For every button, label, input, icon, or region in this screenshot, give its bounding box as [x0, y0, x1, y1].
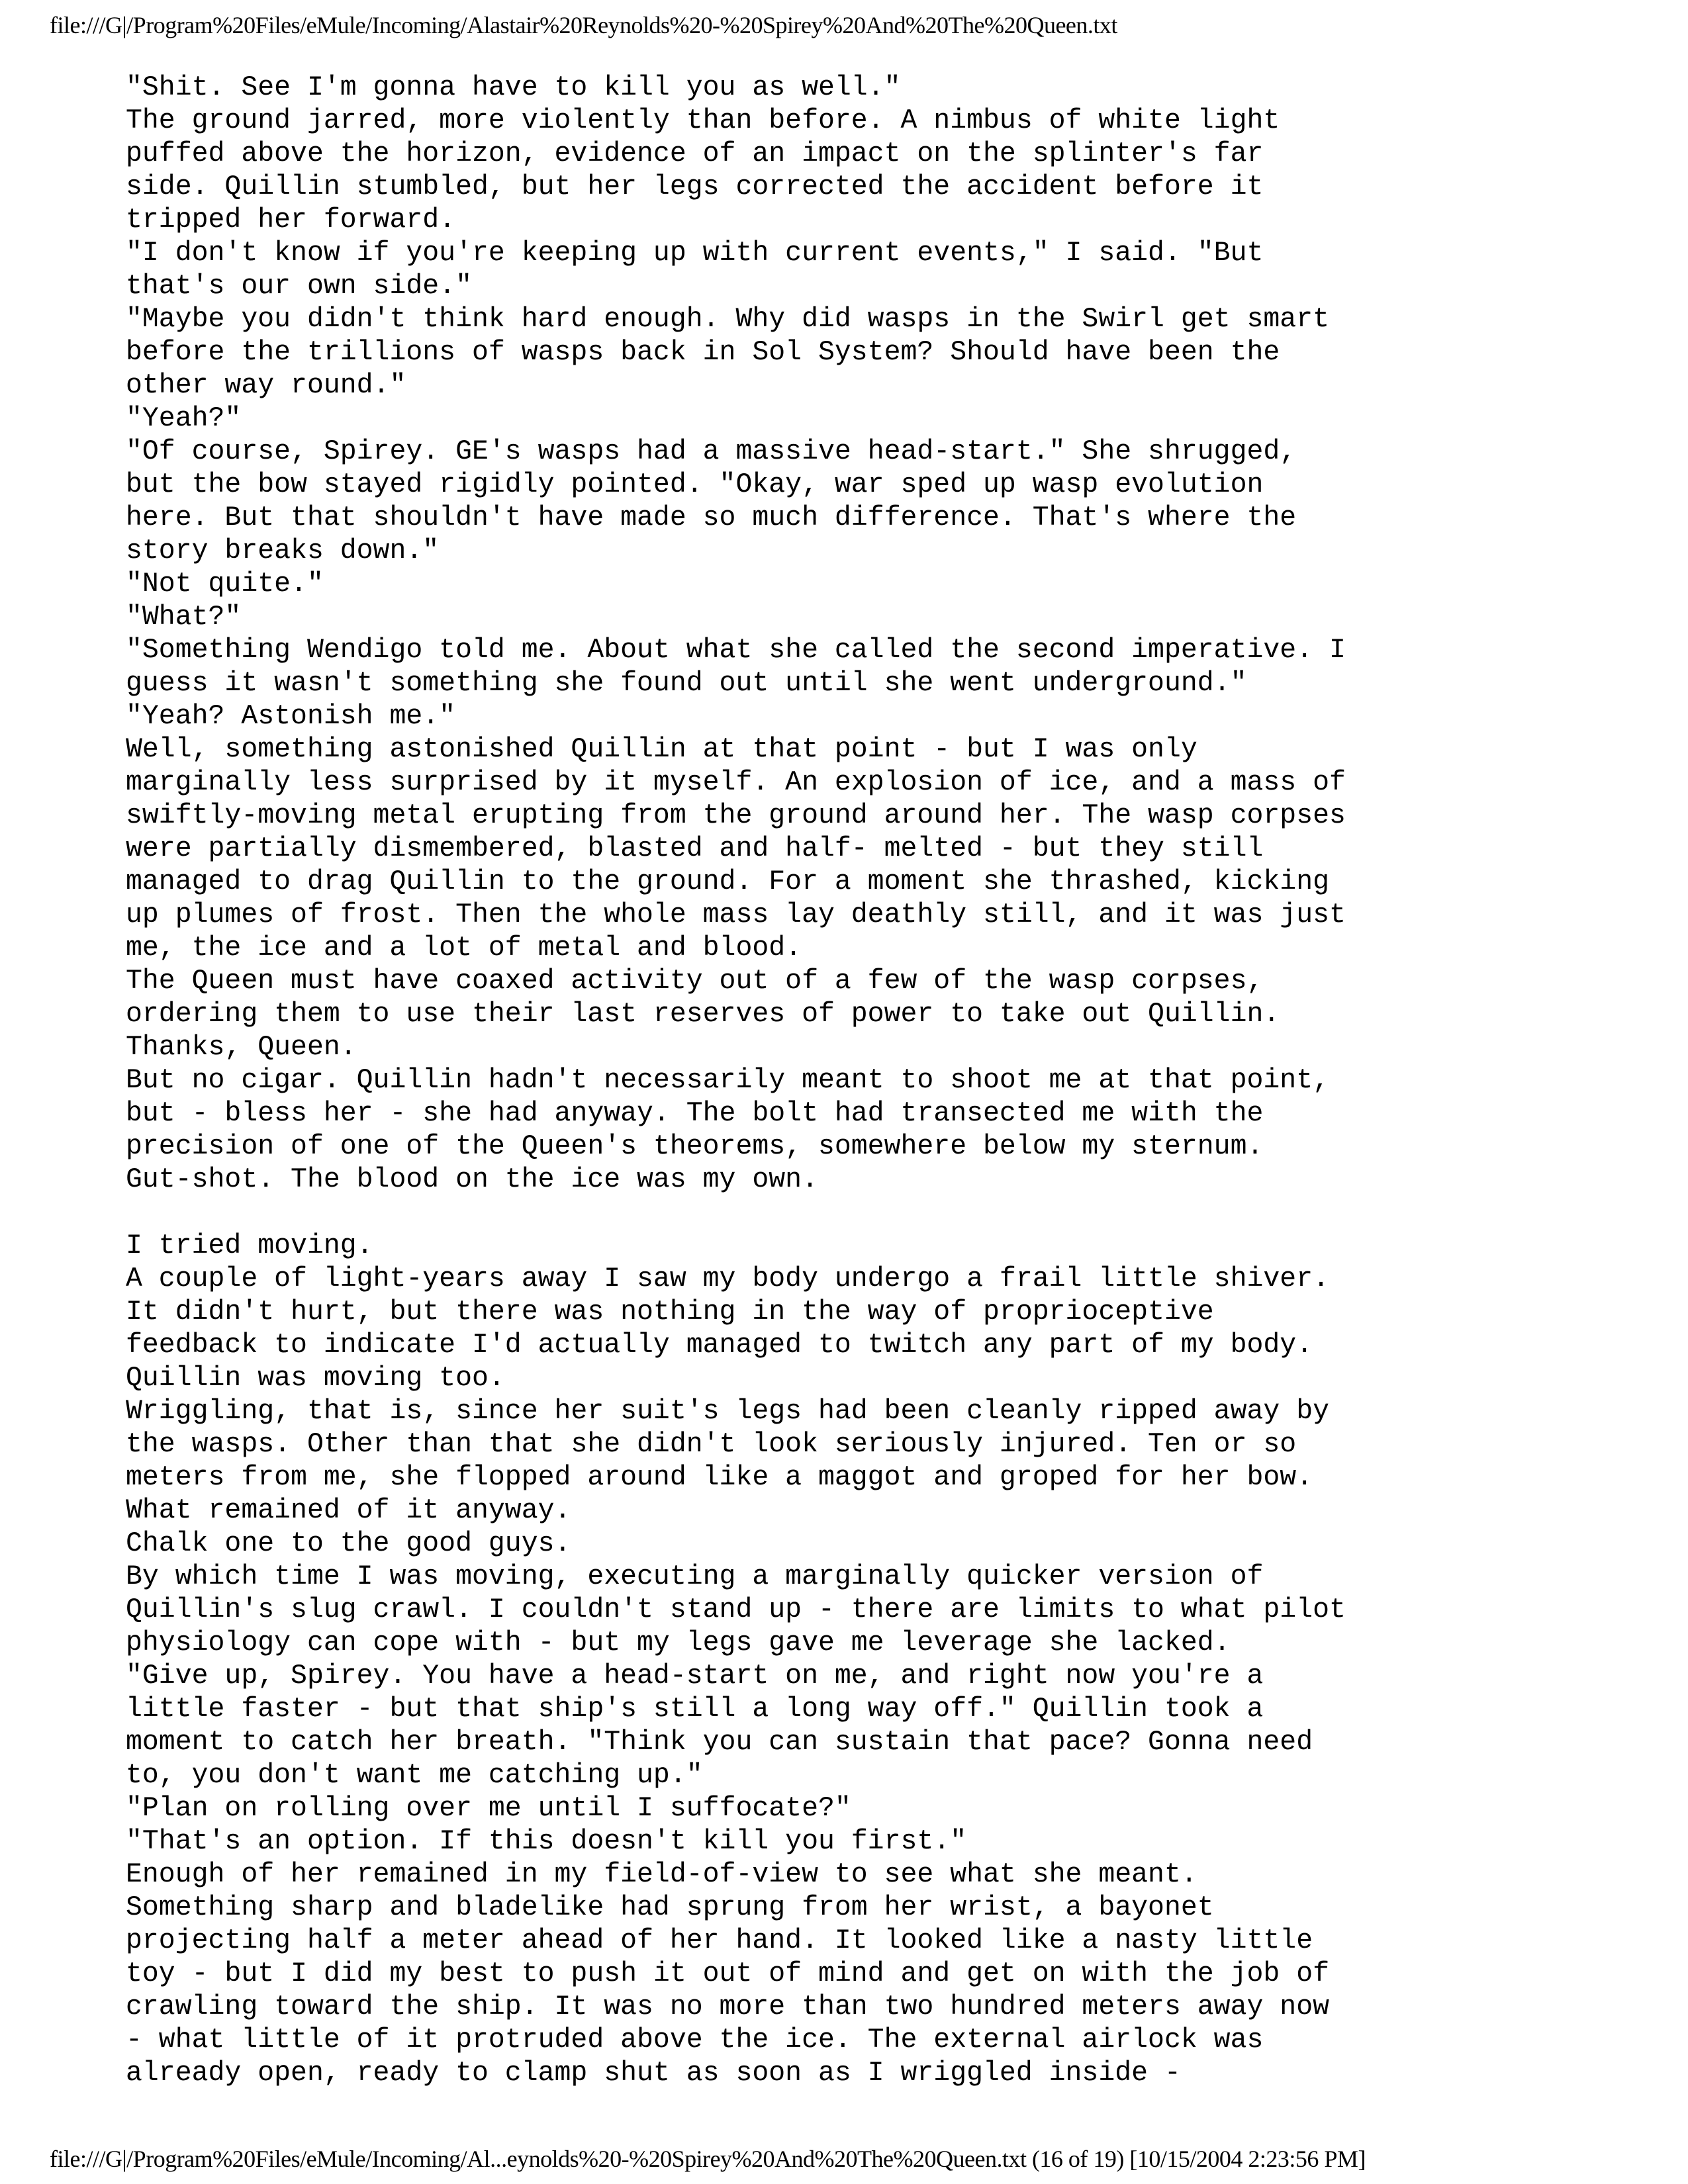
text-line: story breaks down." — [126, 535, 440, 567]
text-line: me, the ice and a lot of metal and blood. — [126, 933, 802, 964]
text-line: Quillin's slug crawl. I couldn't stand up - there are limits to what pilot — [126, 1594, 1346, 1625]
text-line: but - bless her - she had anyway. The bolt had transected me with the — [126, 1098, 1264, 1129]
text-line: precision of one of the Queen's theorems, somewhere below my sternum. — [126, 1131, 1264, 1162]
text-line: meters from me, she flopped around like a maggot and groped for her bow. — [126, 1462, 1313, 1493]
text-line: swiftly-moving metal erupting from the ground around her. The wasp corpses — [126, 800, 1346, 831]
text-line: tripped her forward. — [126, 205, 456, 236]
text-line: "Of course, Spirey. GE's wasps had a massive head-start." She shrugged, — [126, 436, 1297, 467]
text-line: ordering them to use their last reserves of power to take out Quillin. — [126, 999, 1280, 1030]
text-line: little faster - but that ship's still a long way off." Quillin took a — [126, 1694, 1264, 1725]
text-line: "Shit. See I'm gonna have to kill you as well." — [126, 72, 901, 103]
page-header-url: file:///G|/Program%20Files/eMule/Incoming/Alastair%20Reynolds%20-%20Spirey%20And%20The%20Queen.txt — [50, 12, 1117, 38]
text-line: Something sharp and bladelike had sprung from her wrist, a bayonet — [126, 1892, 1214, 1923]
text-line: already open, ready to clamp shut as soon as I wriggled inside - — [126, 2058, 1181, 2089]
text-line: A couple of light-years away I saw my body undergo a frail little shiver. — [126, 1263, 1329, 1295]
text-line: up plumes of frost. Then the whole mass lay deathly still, and it was just — [126, 899, 1346, 931]
text-line: managed to drag Quillin to the ground. For a moment she thrashed, kicking — [126, 866, 1329, 897]
text-line: Well, something astonished Quillin at that point - but I was only — [126, 734, 1197, 765]
text-line: other way round." — [126, 370, 406, 401]
text-line: that's our own side." — [126, 271, 472, 302]
text-line: "Yeah?" — [126, 403, 242, 434]
text-line: before the trillions of wasps back in Sol System? Should have been the — [126, 337, 1280, 368]
text-line: were partially dismembered, blasted and half- melted - but they still — [126, 833, 1264, 864]
text-line: - what little of it protruded above the ice. The external airlock was — [126, 2025, 1264, 2056]
text-line: guess it wasn't something she found out until she went underground." — [126, 668, 1247, 699]
text-line: By which time I was moving, executing a marginally quicker version of — [126, 1561, 1264, 1592]
text-line: here. But that shouldn't have made so much difference. That's where the — [126, 502, 1297, 533]
text-line: "Maybe you didn't think hard enough. Why did wasps in the Swirl get smart — [126, 304, 1329, 335]
text-line: "Yeah? Astonish me." — [126, 701, 456, 732]
text-line: It didn't hurt, but there was nothing in the way of proprioceptive — [126, 1297, 1214, 1328]
text-line: Wriggling, that is, since her suit's legs had been cleanly ripped away by — [126, 1396, 1329, 1427]
text-line: "What?" — [126, 602, 242, 633]
text-line: The Queen must have coaxed activity out of a few of the wasp corpses, — [126, 966, 1264, 997]
text-line: toy - but I did my best to push it out of mind and get on with the job of — [126, 1958, 1329, 1989]
text-line: Enough of her remained in my field-of-view to see what she meant. — [126, 1859, 1197, 1890]
text-line: "Plan on rolling over me until I suffocate?" — [126, 1793, 851, 1824]
text-line: "Give up, Spirey. You have a head-start on me, and right now you're a — [126, 1661, 1264, 1692]
text-line: projecting half a meter ahead of her hand. It looked like a nasty little — [126, 1925, 1313, 1956]
document-body — [126, 71, 1648, 2090]
text-line: But no cigar. Quillin hadn't necessarily meant to shoot me at that point, — [126, 1065, 1329, 1096]
text-line — [126, 1197, 1648, 1230]
page-footer-url: file:///G|/Program%20Files/eMule/Incoming/Al...eynolds%20-%20Spirey%20And%20The%20Queen.txt (16 of 19) [10/15/2004 2:23:56 PM] — [50, 2146, 1366, 2172]
text-line: "Something Wendigo told me. About what she called the second imperative. I — [126, 635, 1346, 666]
text-line: "I don't know if you're keeping up with current events," I said. "But — [126, 238, 1264, 269]
text-line: "Not quite." — [126, 569, 324, 600]
text-line: Quillin was moving too. — [126, 1363, 505, 1394]
text-line: crawling toward the ship. It was no more than two hundred meters away now — [126, 1991, 1329, 2023]
text-line: physiology can cope with - but my legs gave me leverage she lacked. — [126, 1627, 1231, 1659]
text-line: the wasps. Other than that she didn't look seriously injured. Ten or so — [126, 1429, 1297, 1460]
text-line: "That's an option. If this doesn't kill you first." — [126, 1826, 967, 1857]
text-line: moment to catch her breath. "Think you can sustain that pace? Gonna need — [126, 1727, 1313, 1758]
text-line: What remained of it anyway. — [126, 1495, 571, 1526]
text-line: feedback to indicate I'd actually managed to twitch any part of my body. — [126, 1330, 1313, 1361]
text-line: The ground jarred, more violently than before. A nimbus of white light — [126, 105, 1280, 136]
text-line: Thanks, Queen. — [126, 1032, 357, 1063]
text-line: but the bow stayed rigidly pointed. "Okay, war sped up wasp evolution — [126, 469, 1264, 500]
text-line: side. Quillin stumbled, but her legs corrected the accident before it — [126, 171, 1264, 203]
text-line: Gut-shot. The blood on the ice was my own. — [126, 1164, 818, 1195]
text-line: Chalk one to the good guys. — [126, 1528, 571, 1559]
text-line: I tried moving. — [126, 1230, 373, 1261]
text-line: to, you don't want me catching up." — [126, 1760, 703, 1791]
text-line: puffed above the horizon, evidence of an impact on the splinter's far — [126, 138, 1264, 169]
text-line: marginally less surprised by it myself. An explosion of ice, and a mass of — [126, 767, 1346, 798]
